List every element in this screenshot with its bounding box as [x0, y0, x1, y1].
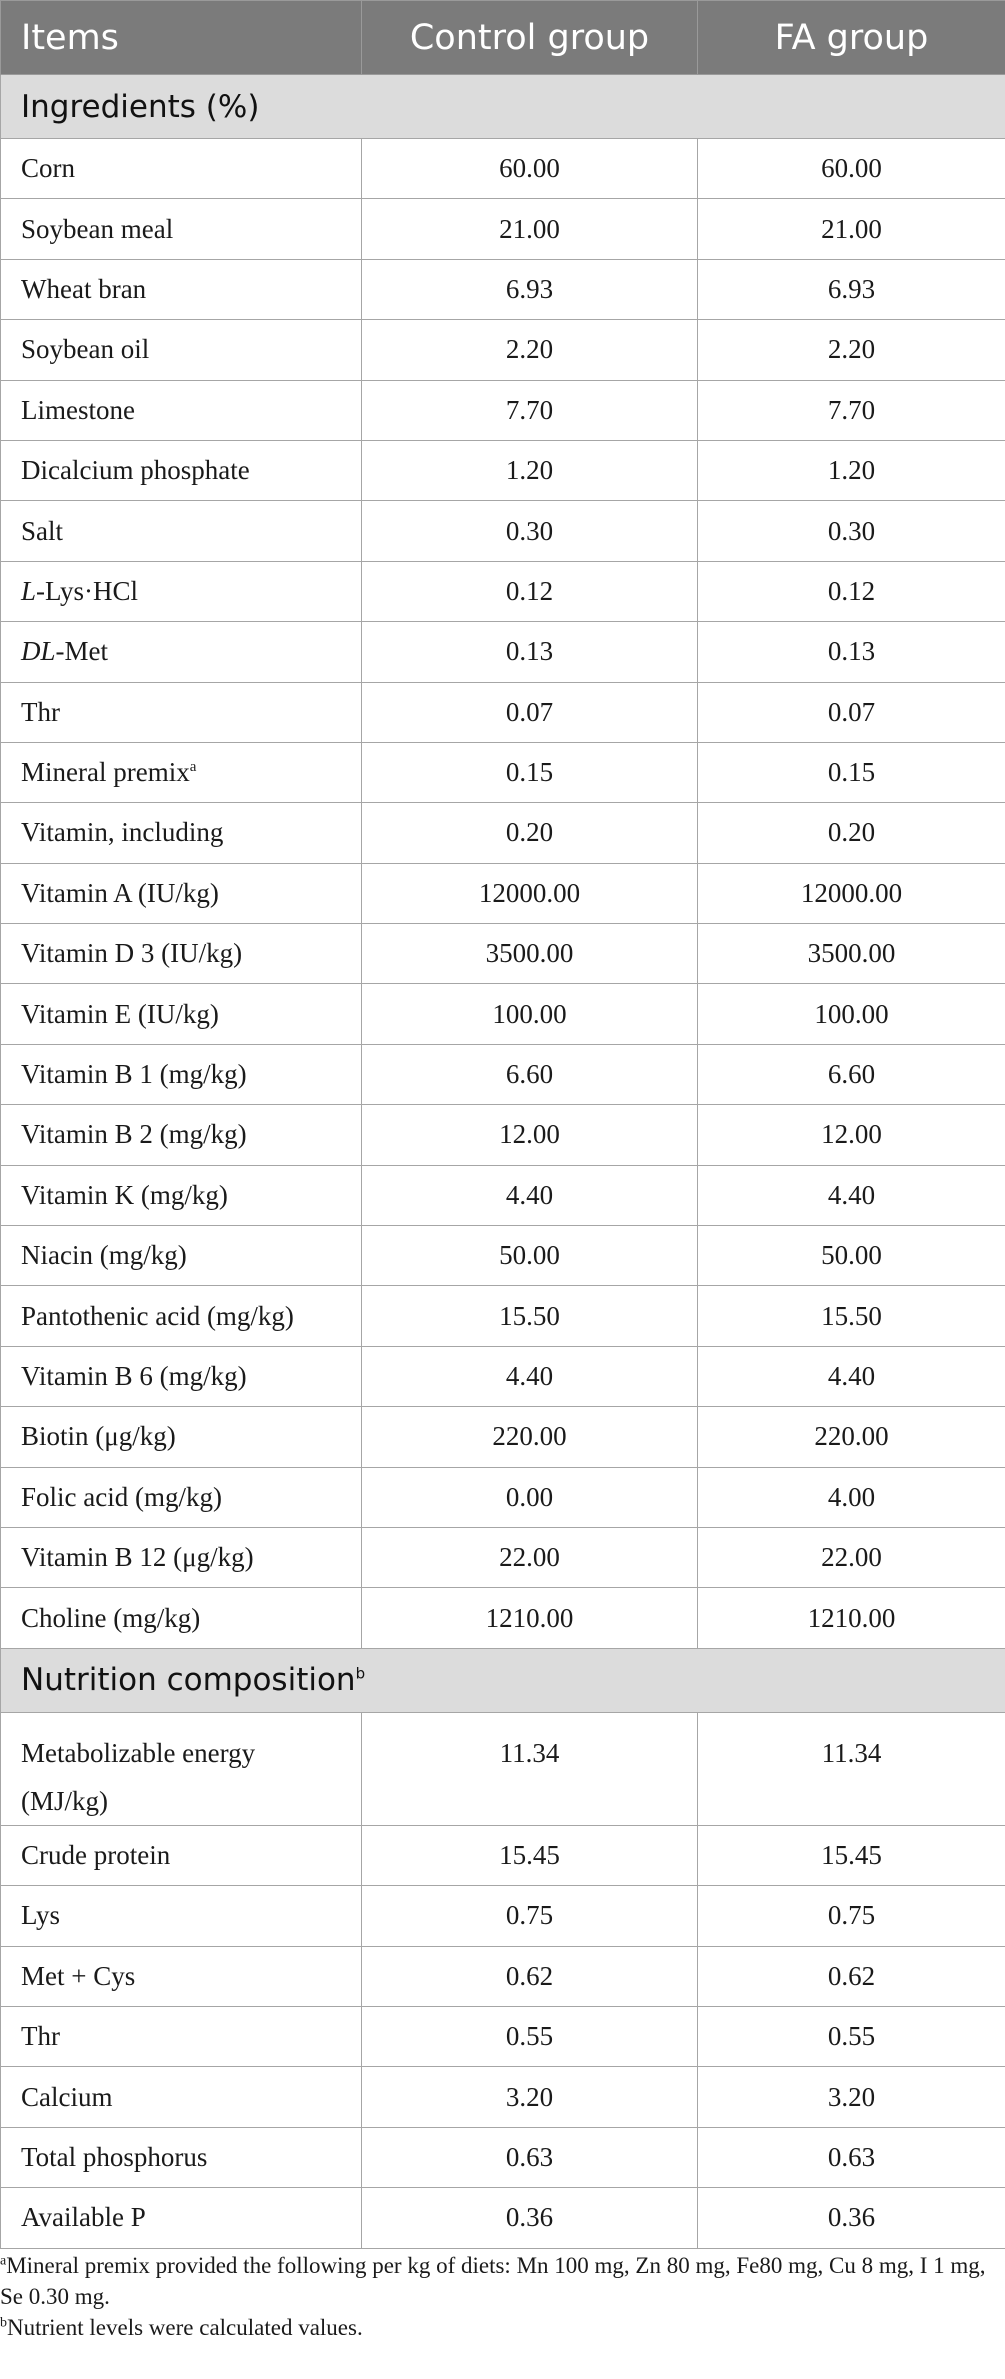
fa-value: 0.62: [698, 1946, 1005, 2006]
item-label: [1, 1044, 362, 1104]
header-items: Items: [1, 1, 362, 75]
fa-value: 50.00: [698, 1226, 1005, 1286]
control-value: 15.45: [362, 1825, 698, 1885]
control-value: 4.40: [362, 1165, 698, 1225]
table-row: [1, 1226, 1005, 1286]
control-value: 3500.00: [362, 924, 698, 984]
control-value: 100.00: [362, 984, 698, 1044]
table-row: [1, 440, 1005, 500]
fa-value: 0.30: [698, 501, 1005, 561]
table-row: [1, 1165, 1005, 1225]
item-text: Thr: [21, 2021, 60, 2052]
item-text: Pantothenic acid (mg/kg): [21, 1300, 294, 1331]
item-text: Vitamin B 12 (μg/kg): [21, 1542, 254, 1573]
item-text: Vitamin A (IU/kg): [21, 877, 219, 908]
footnotes: [0, 2250, 1005, 2343]
item-text: Crude protein: [21, 1839, 171, 1870]
item-text: Thr: [21, 696, 60, 727]
item-label: [1, 2127, 362, 2187]
fa-value: 0.55: [698, 2006, 1005, 2066]
control-value: 12.00: [362, 1105, 698, 1165]
table-row: [1, 803, 1005, 863]
item-text: Total phosphorus: [21, 2141, 208, 2172]
item-label: [1, 682, 362, 742]
fa-value: 4.40: [698, 1165, 1005, 1225]
control-value: 0.00: [362, 1467, 698, 1527]
table-row: [1, 863, 1005, 923]
item-label: [1, 803, 362, 863]
fa-value: 11.34: [698, 1712, 1005, 1825]
control-value: 6.93: [362, 259, 698, 319]
header-control-group: Control group: [362, 1, 698, 75]
item-text: Vitamin B 6 (mg/kg): [21, 1361, 247, 1391]
header-row: [1, 1, 1005, 75]
control-value: 0.62: [362, 1946, 698, 2006]
section-label: [1, 1648, 1005, 1712]
control-value: 11.34: [362, 1712, 698, 1825]
item-text: Vitamin D 3 (IU/kg): [21, 938, 243, 969]
item-label: [1, 1165, 362, 1225]
control-value: 60.00: [362, 139, 698, 199]
fa-value: 15.50: [698, 1286, 1005, 1346]
control-value: 0.13: [362, 622, 698, 682]
fa-value: 0.15: [698, 742, 1005, 802]
fa-value: 12000.00: [698, 863, 1005, 923]
item-text: Mineral premix: [21, 757, 190, 788]
item-label: [1, 924, 362, 984]
control-value: 0.36: [362, 2188, 698, 2248]
item-label: [1, 984, 362, 1044]
table-row: [1, 2006, 1005, 2066]
fa-value: 4.00: [698, 1467, 1005, 1527]
table-row: [1, 984, 1005, 1044]
item-text: Vitamin E (IU/kg): [21, 998, 219, 1029]
item-label: [1, 440, 362, 500]
item-text: Corn: [21, 153, 75, 184]
footnote-text: Nutrient levels were calculated values.: [7, 2315, 363, 2340]
fa-value: 15.45: [698, 1825, 1005, 1885]
item-prefix: L: [21, 575, 37, 606]
fa-value: 3.20: [698, 2067, 1005, 2127]
fa-value: 21.00: [698, 199, 1005, 259]
control-value: 1.20: [362, 440, 698, 500]
item-text: Vitamin, including: [21, 817, 224, 848]
fa-value: 0.13: [698, 622, 1005, 682]
item-label: [1, 1825, 362, 1885]
section-ingredients: [1, 75, 1005, 139]
item-label: [1, 1105, 362, 1165]
item-text: Biotin (μg/kg): [21, 1421, 176, 1452]
table-row: [1, 1527, 1005, 1587]
item-label: [1, 1226, 362, 1286]
item-label: [1, 561, 362, 621]
table-row: [1, 2188, 1005, 2248]
fa-value: 2.20: [698, 320, 1005, 380]
item-text: Wheat bran: [21, 273, 147, 304]
control-value: 0.55: [362, 2006, 698, 2066]
item-label: [1, 1886, 362, 1946]
control-value: 3.20: [362, 2067, 698, 2127]
item-label: [1, 2188, 362, 2248]
control-value: 21.00: [362, 199, 698, 259]
item-text: Dicalcium phosphate: [21, 455, 250, 486]
footnote-mark: a: [0, 2253, 7, 2269]
item-label: [1, 622, 362, 682]
item-label: [1, 199, 362, 259]
footnote: [0, 2312, 1005, 2343]
control-value: 6.60: [362, 1044, 698, 1104]
item-label: [1, 1712, 362, 1825]
fa-value: 12.00: [698, 1105, 1005, 1165]
fa-value: 4.40: [698, 1346, 1005, 1406]
item-text: -Met: [55, 636, 108, 667]
fa-value: 1.20: [698, 440, 1005, 500]
item-label: [1, 1946, 362, 2006]
footnote-mark: b: [355, 1664, 366, 1683]
fa-value: 6.60: [698, 1044, 1005, 1104]
fa-value: 220.00: [698, 1407, 1005, 1467]
item-label: [1, 380, 362, 440]
table-row: [1, 1105, 1005, 1165]
fa-value: 60.00: [698, 139, 1005, 199]
control-value: 7.70: [362, 380, 698, 440]
table-row: [1, 501, 1005, 561]
fa-value: 100.00: [698, 984, 1005, 1044]
section-ingredients-label: Ingredients (%): [21, 88, 260, 125]
item-label: [1, 2067, 362, 2127]
fa-value: 0.07: [698, 682, 1005, 742]
fa-value: 0.12: [698, 561, 1005, 621]
header-fa-group: FA group: [698, 1, 1005, 75]
control-value: 220.00: [362, 1407, 698, 1467]
item-text: Available P: [21, 2202, 146, 2233]
item-text: Soybean oil: [21, 334, 150, 365]
control-value: 22.00: [362, 1527, 698, 1587]
item-label: [1, 501, 362, 561]
section-nutrition: [1, 1648, 1005, 1712]
fa-value: 0.36: [698, 2188, 1005, 2248]
control-value: 0.07: [362, 682, 698, 742]
item-text: Vitamin B 1 (mg/kg): [21, 1059, 247, 1090]
item-label: [1, 742, 362, 802]
table-row: [1, 1346, 1005, 1406]
item-label: [1, 1407, 362, 1467]
table-row: [1, 1712, 1005, 1825]
fa-value: 0.75: [698, 1886, 1005, 1946]
table-row: [1, 139, 1005, 199]
control-value: 0.15: [362, 742, 698, 802]
table-row: [1, 2127, 1005, 2187]
fa-value: 3500.00: [698, 924, 1005, 984]
item-text: Calcium: [21, 2081, 113, 2112]
item-label: [1, 259, 362, 319]
fa-value: 22.00: [698, 1527, 1005, 1587]
item-text: -Lys·HCl: [36, 575, 139, 606]
item-label: [1, 139, 362, 199]
table-row: [1, 1407, 1005, 1467]
control-value: 12000.00: [362, 863, 698, 923]
item-text: Vitamin B 2 (mg/kg): [21, 1119, 247, 1150]
item-label: [1, 863, 362, 923]
control-value: 50.00: [362, 1226, 698, 1286]
table-row: [1, 1825, 1005, 1885]
table-row: [1, 924, 1005, 984]
control-value: 4.40: [362, 1346, 698, 1406]
item-label: [1, 320, 362, 380]
item-text: Limestone: [21, 394, 135, 425]
control-value: 0.75: [362, 1886, 698, 1946]
control-value: 15.50: [362, 1286, 698, 1346]
item-label: [1, 1588, 362, 1648]
table-row: [1, 1467, 1005, 1527]
item-prefix: DL: [21, 636, 56, 667]
fa-value: 1210.00: [698, 1588, 1005, 1648]
table-body: [1, 75, 1005, 2249]
table-row: [1, 1946, 1005, 2006]
item-text: Soybean meal: [21, 213, 174, 244]
table-row: [1, 199, 1005, 259]
control-value: 2.20: [362, 320, 698, 380]
footnote: [0, 2250, 1005, 2312]
table-row: [1, 2067, 1005, 2127]
control-value: 1210.00: [362, 1588, 698, 1648]
item-label: [1, 1467, 362, 1527]
item-text: Lys: [21, 1900, 61, 1931]
table-row: [1, 742, 1005, 802]
item-label: [1, 1527, 362, 1587]
footnote-mark: a: [189, 759, 197, 776]
item-text: Folic acid (mg/kg): [21, 1481, 222, 1512]
fa-value: 6.93: [698, 259, 1005, 319]
item-text: Choline (mg/kg): [21, 1602, 201, 1633]
item-label: [1, 1286, 362, 1346]
table-row: [1, 259, 1005, 319]
fa-value: 7.70: [698, 380, 1005, 440]
item-text: Niacin (mg/kg): [21, 1240, 187, 1271]
section-nutrition-label: Nutrition composition: [21, 1662, 356, 1699]
item-label: [1, 1346, 362, 1406]
footnote-text: Mineral premix provided the following per kg of diets: Mn 100 mg, Zn 80 mg, Fe80 mg, Cu 8 mg, I 1 mg, Se 0.30 mg.: [0, 2253, 986, 2309]
fa-value: 0.20: [698, 803, 1005, 863]
table-header: [1, 1, 1005, 75]
table-row: [1, 1044, 1005, 1104]
control-value: 0.20: [362, 803, 698, 863]
table-row: [1, 320, 1005, 380]
fa-value: 0.63: [698, 2127, 1005, 2187]
table-row: [1, 682, 1005, 742]
table-row: [1, 380, 1005, 440]
item-text: Salt: [21, 515, 64, 546]
table-row: [1, 1886, 1005, 1946]
control-value: 0.12: [362, 561, 698, 621]
footnote-mark: b: [0, 2315, 7, 2331]
table-row: [1, 1588, 1005, 1648]
table-row: [1, 561, 1005, 621]
section-label: [1, 75, 1005, 139]
control-value: 0.63: [362, 2127, 698, 2187]
item-label: [1, 2006, 362, 2066]
table-row: [1, 1286, 1005, 1346]
item-text: Met + Cys: [21, 1960, 136, 1991]
table-row: [1, 622, 1005, 682]
item-text: Metabolizable energy (MJ/kg): [21, 1737, 256, 1816]
item-text: Vitamin K (mg/kg): [21, 1179, 228, 1210]
control-value: 0.30: [362, 501, 698, 561]
